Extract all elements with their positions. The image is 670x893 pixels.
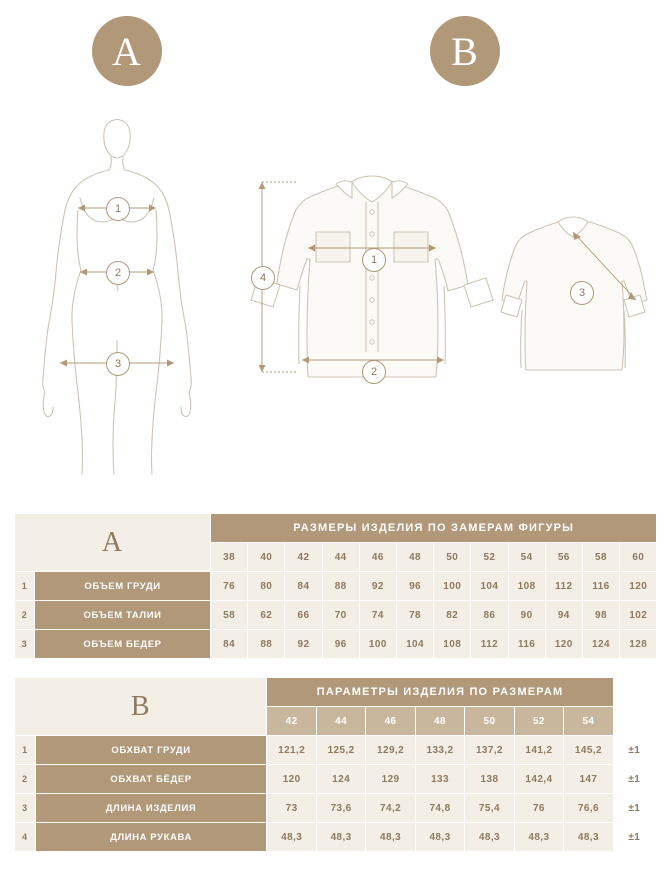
cell: 145,2 [564, 736, 614, 765]
cell: 120 [620, 572, 657, 601]
cell: 48,3 [316, 823, 365, 852]
cell: 88 [248, 630, 285, 659]
table-b-title: ПАРАМЕТРЫ ИЗДЕЛИЯ ПО РАЗМЕРАМ [267, 678, 613, 707]
size-table-b [14, 677, 656, 852]
cell: 48,3 [267, 823, 316, 852]
row-label: ОБХВАТ ГРУДИ [35, 736, 267, 765]
cell: 133,2 [415, 736, 464, 765]
size-header-cell: 60 [620, 543, 657, 572]
cell: 138 [465, 765, 514, 794]
table-row [15, 794, 656, 823]
size-header-cell: 52 [471, 543, 508, 572]
size-table-a [14, 513, 657, 659]
cell: 92 [359, 572, 396, 601]
marker-b-3: 3 [570, 281, 594, 305]
cell: 98 [582, 601, 619, 630]
tolerance-header [613, 678, 655, 736]
cell: 133 [415, 765, 464, 794]
table-row [15, 601, 657, 630]
row-index: 1 [15, 572, 35, 601]
cell: 142,4 [514, 765, 563, 794]
cell: 137,2 [465, 736, 514, 765]
table-row [15, 630, 657, 659]
row-label: ОБЪЕМ БЕДЕР [35, 630, 211, 659]
cell: 96 [396, 572, 433, 601]
cell: 48,3 [514, 823, 563, 852]
cell: 48,3 [564, 823, 614, 852]
marker-b-2: 2 [362, 360, 386, 384]
cell: 82 [434, 601, 471, 630]
row-index: 3 [15, 794, 36, 823]
tolerance-cell: ±1 [613, 794, 655, 823]
cell: 96 [322, 630, 359, 659]
size-header-cell: 48 [415, 707, 464, 736]
row-index: 1 [15, 736, 36, 765]
row-index: 2 [15, 601, 35, 630]
cell: 100 [359, 630, 396, 659]
cell: 116 [508, 630, 545, 659]
cell: 120 [545, 630, 582, 659]
size-header-cell: 42 [267, 707, 316, 736]
cell: 48,3 [366, 823, 415, 852]
cell: 73,6 [316, 794, 365, 823]
cell: 128 [620, 630, 657, 659]
cell: 75,4 [465, 794, 514, 823]
cell: 121,2 [267, 736, 316, 765]
marker-b-4: 4 [251, 266, 275, 290]
badge-b: B [430, 16, 500, 86]
row-index: 4 [15, 823, 36, 852]
cell: 104 [396, 630, 433, 659]
row-label: ДЛИНА РУКАВА [35, 823, 267, 852]
cell: 124 [582, 630, 619, 659]
size-header-cell: 38 [211, 543, 248, 572]
cell: 48,3 [415, 823, 464, 852]
tolerance-cell: ±1 [613, 736, 655, 765]
size-header-cell: 46 [359, 543, 396, 572]
table-a-title-row [15, 514, 657, 543]
cell: 129,2 [366, 736, 415, 765]
cell: 102 [620, 601, 657, 630]
cell: 104 [471, 572, 508, 601]
cell: 92 [285, 630, 322, 659]
row-label: ОБЪЕМ ТАЛИИ [35, 601, 211, 630]
cell: 88 [322, 572, 359, 601]
cell: 74,8 [415, 794, 464, 823]
cell: 120 [267, 765, 316, 794]
cell: 100 [434, 572, 471, 601]
cell: 76 [514, 794, 563, 823]
cell: 108 [508, 572, 545, 601]
cell: 141,2 [514, 736, 563, 765]
cell: 84 [285, 572, 322, 601]
marker-a-1: 1 [106, 197, 130, 221]
size-header-cell: 44 [322, 543, 359, 572]
cell: 58 [211, 601, 248, 630]
row-label: ДЛИНА ИЗДЕЛИЯ [35, 794, 267, 823]
table-row [15, 823, 656, 852]
figure-a-body [10, 110, 240, 480]
row-index: 3 [15, 630, 35, 659]
row-label: ОБХВАТ БЁДЕР [35, 765, 267, 794]
size-header-cell: 58 [582, 543, 619, 572]
cell: 74,2 [366, 794, 415, 823]
size-header-cell: 54 [508, 543, 545, 572]
size-header-cell: 48 [396, 543, 433, 572]
cell: 124 [316, 765, 365, 794]
cell: 76 [211, 572, 248, 601]
row-label: ОБЪЕМ ГРУДИ [35, 572, 211, 601]
size-header-cell: 56 [545, 543, 582, 572]
cell: 112 [471, 630, 508, 659]
table-a-letter: A [15, 514, 211, 572]
cell: 129 [366, 765, 415, 794]
cell: 48,3 [465, 823, 514, 852]
size-header-cell: 44 [316, 707, 365, 736]
cell: 86 [471, 601, 508, 630]
marker-a-2: 2 [106, 261, 130, 285]
badge-a: A [92, 16, 162, 86]
cell: 62 [248, 601, 285, 630]
size-header-cell: 40 [248, 543, 285, 572]
figure-b-shirt [240, 160, 660, 440]
tolerance-cell: ±1 [613, 765, 655, 794]
cell: 112 [545, 572, 582, 601]
cell: 84 [211, 630, 248, 659]
cell: 90 [508, 601, 545, 630]
cell: 147 [564, 765, 614, 794]
cell: 73 [267, 794, 316, 823]
size-header-cell: 50 [434, 543, 471, 572]
marker-b-1: 1 [362, 248, 386, 272]
size-header-cell: 46 [366, 707, 415, 736]
cell: 78 [396, 601, 433, 630]
size-header-cell: 52 [514, 707, 563, 736]
table-b-title-row [15, 678, 656, 707]
cell: 80 [248, 572, 285, 601]
table-row [15, 765, 656, 794]
table-a-title: РАЗМЕРЫ ИЗДЕЛИЯ ПО ЗАМЕРАМ ФИГУРЫ [211, 514, 657, 543]
marker-a-3: 3 [106, 352, 130, 376]
cell: 94 [545, 601, 582, 630]
size-header-cell: 54 [564, 707, 614, 736]
cell: 74 [359, 601, 396, 630]
cell: 108 [434, 630, 471, 659]
row-index: 2 [15, 765, 36, 794]
size-header-cell: 50 [465, 707, 514, 736]
table-b-letter: B [15, 678, 267, 736]
cell: 76,6 [564, 794, 614, 823]
cell: 66 [285, 601, 322, 630]
tolerance-cell: ±1 [613, 823, 655, 852]
table-row [15, 572, 657, 601]
cell: 125,2 [316, 736, 365, 765]
cell: 116 [582, 572, 619, 601]
size-header-cell: 42 [285, 543, 322, 572]
table-row [15, 736, 656, 765]
cell: 70 [322, 601, 359, 630]
tables-area [0, 505, 670, 852]
